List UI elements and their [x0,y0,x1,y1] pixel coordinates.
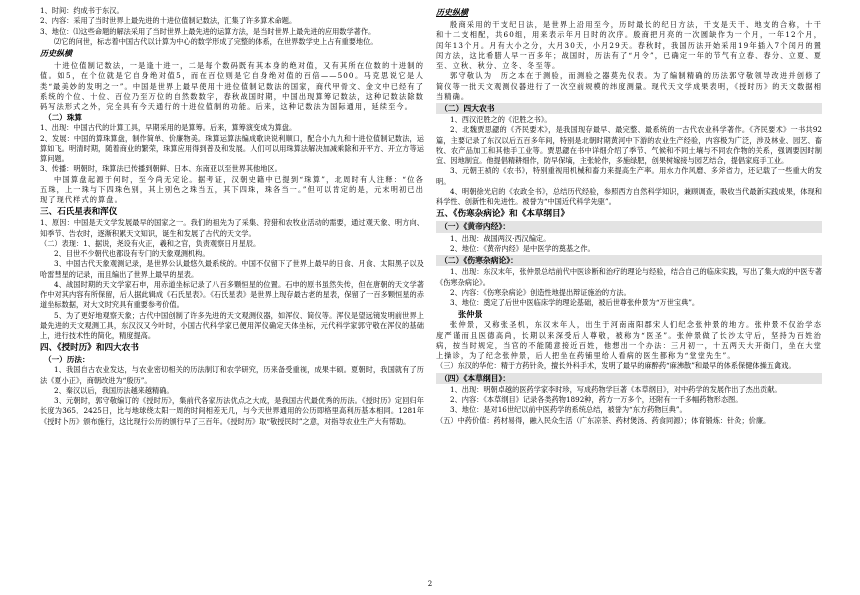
paragraph: 1、出现：明朝卓越的医药学家李时珍，写成药物学巨著《本草纲目》，对中药学的发展作出了杰出贡献。 [450,384,782,394]
paragraph: 5、为了更好地观察天象；古代中国创制了许多先进的天文观测仪器，如浑仪、简仪等。浑仪是望远镜发明前世界上最先进的天文观测工具，东汉汉又今叶时，小国古代科学家已便用浑仪确定天体坐标，元代科学家郭守敬在浑仪的基础上，进行技术性的简化，精度提高。 [40,310,424,340]
paragraph: 1、我国自古农业发达，与农业密切相关的历法制订和农学研究，历来备受重视，成果丰硕。夏朝时，我国就有了历法《夏小正》，商朝改进为“殷历”。 [40,365,424,385]
heading: 四、《授时历》和四大农书 [40,343,139,354]
paragraph: 3、地位：奠定了后世中医临床学的理论基础，被后世尊张仲景为“万世宝典”。 [450,298,700,308]
paragraph: 1、出现：战国两汉·西汉编定。 [450,233,551,243]
paragraph: 2、发展：中国的算珠算盘，制作简单、价廉物美。珠算运算法编成歌诀说利顺口，配合小九九和十进位值制记数法，运算如飞。明清时期，随着商业的繁荣，珠算应用得到普及和发展。人们可以用珠算法解决加减乘除和开平方、开立方等运算问题。 [40,133,424,163]
paragraph: 2、地位：《黄帝内经》是中医学的奠基之作。 [450,243,595,253]
paragraph: 中国算盘起源于何时，至今尚无定论。据考证，汉朝史籍中已提到“珠算”，北周时有人注释：“位各五珠，上一珠与下四珠色别，其上别色之珠当五，其下四珠，珠各当一。”但可以肯定的是，元末明初已出现了现代样式的算盘。 [40,174,424,204]
paragraph: 1、出现：中国古代的计算工具，早期采用的是算筹。后来，算筹演变成为算盘。 [40,123,297,133]
paragraph: 2、北魏贾思勰的《齐民要术》，是我国现存最早、最完整、最系统的一古代农业科学著作。《齐民要术》一书共92篇，主要记录了东汉以后五百多年间，特别是北朝时期黄河中下游的农业生产经验，内容极为广泛，涉及林业、园艺、畜牧、农产品加工和其他手工业等。贾思勰在书中详细介绍了季节、气候和不同土壤与不同农作物的关系，强调要因时制宜、因地制宜。他提倡精耕细作，防早保墒，主张轮作，多施绿肥，创果树嫁接与园艺结合，提倡家庭手工业。 [436,125,822,166]
paragraph: 1、出现：东汉末年，张仲景总结前代中医诊断和治疗的理论与经验，结合自己的临床实践，写出了集大成的中医专著《伤寒杂病论》。 [436,267,822,287]
page-number: 2 [427,580,433,588]
paragraph: 3、中国古代天象观测记录，是世界公认最悠久最系统的。中国不仅留下了世界上最早的日食、月食、太阳黑子以及哈雷彗星的记录，而且编出了世界上最早的星表。 [40,259,424,279]
subheading: （二）《伤寒杂病论》： [436,255,822,266]
paragraph: 2、内容：《伤寒杂病论》创造性地提出辩证施治的方法。 [450,287,631,297]
paragraph: （二）表现：1、据说，尧设有火正，羲和之官，负责观察日月星辰。 [40,238,261,248]
heading: 五、《伤寒杂病论》和《本草纲目》 [436,209,570,220]
paragraph: 3、地位：是对16世纪以前中医药学的系统总结，被誉为“东方药物巨典”。 [450,405,687,415]
paragraph: （五）中药价值：药材易得，融入民众生活（广东凉茶、药材煲汤、药食同源）；体育锻炼：针灸；价廉。 [436,415,771,425]
right-column [436,6,822,588]
paragraph: 殷商采用的干支纪日法，是世界上沿用至今，历时最长的纪日方法，干支是天干、地支的合称，十干和十二支相配，共60组，用来表示年月日时的次序。殷商把月亮的一次圆缺作为一个月，一年12个月，闰年13个月。月有大小之分，大月30天，小月29天。春秋时，我国历法开始采用19年插入7个闰月的置闰方法，这比希腊人早一百多年；战国时，历法有了“月令”，已确定一年的节气有立春、春分、立夏、夏至、立秋、秋分、立冬、冬至等。 [436,20,822,70]
section-label: 历史纵横 [40,49,72,58]
subheading: （二）四大农书 [436,103,822,114]
paragraph: 3、地位：⑴这些命题的解法采用了当时世界上最先进的运算方法，是当时世界上最先进的应用数学著作。 [40,26,376,36]
paragraph: 2、内容：《本草纲目》记录各类药物1892种，药方一万多个，还附有一千多幅药物形态图。 [450,395,743,405]
paragraph: 郭守敬认为 历之本在于测验，而测验之器莫先仪表。为了编制精确的历法郭守敬领导改进并创修了简仪等一批天文观测仪器进行了一次空前规模的纬度测量。现代天文学成果表明，《授时历》的天文数据相当精确。 [436,71,822,101]
paragraph: 2、目世不少朝代也都设有专门的天象观测机构。 [54,249,210,258]
paragraph: ⑵它的问世，标志着中国古代以计算为中心的数学形成了完整的体系，在世界数学史上占有重要地位。 [54,36,378,46]
section-label: 历史纵横 [436,8,468,17]
paragraph: （三）东汉的华佗：精于方药针灸，擅长外科手术，发明了最早的麻醉药“麻沸散”和最早的体系保健体操五禽戏。 [436,361,796,371]
paragraph: 3、传播：明朝时，珠算法已传播到朝鲜、日本、东南亚以至世界其他地区。 [40,164,282,174]
subheading: （一）历法： [44,355,90,365]
paragraph: 1、原因：中国是天文学发展最早的国家之一。我们的祖先为了采集、狩猎和农牧业活动的需要，通过观天象、明方向、知季节、告农时，逐渐积累天文知识，诞生和发展了古代的天文学。 [40,218,424,238]
heading: 三、石氏星表和浑仪 [40,207,118,218]
paragraph: 张仲景，又称张圣机，东汉末年人，出生于河南南阳郡宋人们纪念张仲景的地方。张仲景不仅治学态度严谨而且医德高尚，长期以来深受后人尊敬，被称为“医圣”。张仲景做了长沙太守后，坚持为百姓治病，按当时规定，当官的不能随意接近百姓，他想出一个办法：三月初一，十五两天大开衙门，坐在大堂上操诊，为了纪念张仲景，后人把坐在药铺里给人看病的医生都称为“堂堂先生”。 [436,320,822,361]
paragraph: 1、西汉氾胜之的《氾胜之书》。 [450,115,552,125]
subheading: （四）《本草纲目》： [436,373,822,384]
paragraph: 2、秦汉以后，我国历法越来越精确。 [54,385,174,395]
paragraph: 1、时间：约成书于东汉。 [40,6,124,15]
paragraph: 3、元朝王祯的《农书》，特别重视用机械和畜力来提高生产率。用水力作风磨、多斧省力，还记载了一些重大的发明。 [436,166,822,186]
paragraph: 4、战国时期的天文学家石申，用赤道坐标记录了八百多颗恒星的位置。石申的原书虽然失传，但在唐朝的天文学著作中对其内容有所保留，后人据此辑成《石氏星表》。《石氏星表》是世界上现存最古老的星表，保留了一百多颗恒星的赤道坐标数据，对大文时究具有重要参考价值。 [40,279,424,310]
subheading: （二）珠算 [44,113,82,123]
paragraph: 3、元朝时，郭守敬编订的《授时历》，集前代各家历法优点之大成，是我国古代最优秀的历法。《授时历》定回归年长度为365．2425日，比与地球绕太阳一周的时间相差无几，与今天世界通用的公历即格里高利历基本相同。1281年《授时卜历》颁布施行，这比现行公历的颁行早了三百年。《授时历》取“敬授民时”之意，对指导农业生产大有帮助。 [40,396,424,426]
left-column [40,6,424,588]
paragraph: 4、明朝徐光启的《农政全书》，总结历代经验，参照西方自然科学知识，兼顾调查，吸收当代最新实践成果，体现和科学性、创新性和先进性。被誉为“中国近代科学先驱”。 [436,186,822,207]
paragraph: 2、内容：采用了当时世界上最先进的十进位值制记数法，汇集了许多算术命题。 [40,16,297,26]
person-heading: 张仲景 [458,309,483,320]
subheading: （一）《黄帝内经》： [436,221,822,232]
paragraph: 十进位值制记数法，一是逢十进一，二是每个数码既有其本身的绝对值，又有其所在位数的十进制的值。如5，在个位就是它自身绝对值5，而在百位则是它自身绝对值的百倍——500。马克思说它是人类“最美妙的发明之一”。中国是世界上最早使用十进位值制记数法的国家，商代甲骨文、金文中已经有了系统的个位、十位、百位乃至万位的自然数数字，春秋战国时期，中国出现算筹记数法，这种记数法除数码写法形式之外，完全具有今天通行的十进位值制的功能。后来，这种记数法为国际通用，延续至今。 [40,61,424,111]
